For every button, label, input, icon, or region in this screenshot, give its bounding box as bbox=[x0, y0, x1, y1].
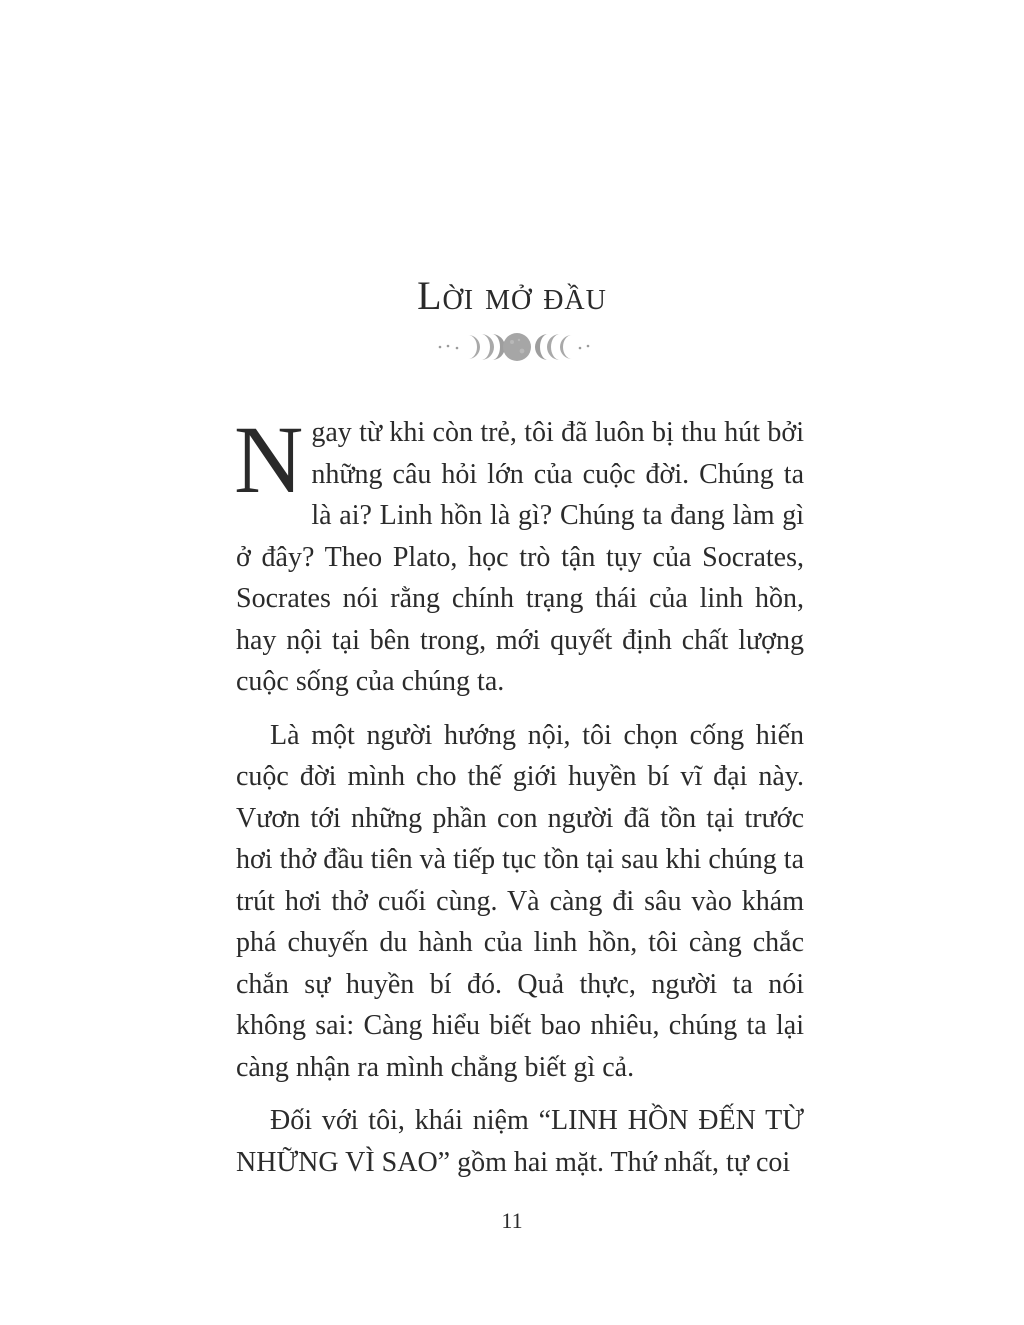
moon-phases-ornament-icon bbox=[432, 330, 596, 364]
paragraph-2: Là một người hướng nội, tôi chọn cống hiến cuộc đời mình cho thế giới huyền bí vĩ đại này. Vươn tới những phần con người đã tồn tại trước hơi thở đầu tiên và tiếp tục tồn tại sau khi chúng ta trút hơi thở cuối cùng. Và càng đi sâu vào khám phá chuyến du hành của linh hồn, tôi càng chắc chắn sự huyền bí đó. Quả thực, người ta nói không sai: Càng hiểu biết bao nhiêu, chúng ta lại càng nhận ra mình chẳng biết gì cả. bbox=[236, 719, 804, 1083]
paragraph-3: Đối với tôi, khái niệm “LINH HỒN ĐẾN TỪ NHỮNG VÌ SAO” gồm hai mặt. Thứ nhất, tự coi bbox=[236, 1105, 804, 1178]
drop-cap: N bbox=[234, 406, 304, 513]
paragraph-1-text: gay từ khi còn trẻ, tôi đã luôn bị thu hút bởi những câu hỏi lớn của cuộc đời. Chúng ta là ai? Linh hồn là gì? Chúng ta đang làm gì ở đây? Theo Plato, học trò tận tụy của Socrates, Socrates nói rằng chính trạng thái của linh hồn, hay nội tại bên trong, mới quyết định chất lượng cuộc sống của chúng ta. bbox=[236, 417, 804, 697]
chapter-title: Lời mở đầu bbox=[417, 273, 607, 318]
paragraph-1 bbox=[234, 406, 804, 703]
page-number: 11 bbox=[501, 1208, 523, 1233]
body-text bbox=[234, 406, 804, 1195]
